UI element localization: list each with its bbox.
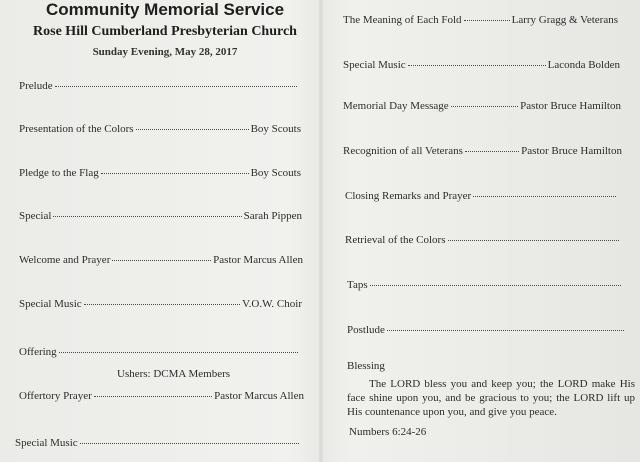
leader-dots <box>80 443 299 444</box>
program-item-taps <box>347 279 623 291</box>
item-label: Taps <box>347 279 368 291</box>
blessing-heading: Blessing <box>347 360 385 372</box>
leader-dots <box>408 65 546 66</box>
church-name: Rose Hill Cumberland Presbyterian Church <box>33 24 297 39</box>
leader-dots <box>101 173 249 174</box>
item-label: Offering <box>19 346 57 358</box>
program-item-colors <box>19 123 301 135</box>
leader-dots <box>53 216 241 217</box>
program-item-special-music-3 <box>343 59 620 71</box>
item-label: Special Music <box>15 437 78 449</box>
service-title: Community Memorial Service <box>45 0 285 19</box>
program-item-retrieval <box>345 234 621 246</box>
leader-dots <box>94 396 212 397</box>
program-item-pledge <box>19 167 301 179</box>
center-fold <box>318 0 324 462</box>
program-item-special-music-2 <box>15 437 301 449</box>
leader-dots <box>55 86 297 87</box>
leader-dots <box>370 285 621 286</box>
item-person: Larry Gragg & Veterans <box>511 14 618 26</box>
item-label: Welcome and Prayer <box>19 254 111 266</box>
item-label: Special Music <box>19 298 82 310</box>
item-person: Pastor Bruce Hamilton <box>521 145 622 157</box>
leader-dots <box>473 196 616 197</box>
program-item-offertory-prayer <box>19 390 304 402</box>
item-person: Pastor Marcus Allen <box>213 254 303 266</box>
item-label: Offertory Prayer <box>19 390 92 402</box>
item-label: Presentation of the Colors <box>19 123 134 135</box>
program-item-prelude <box>19 80 299 92</box>
item-label: Prelude <box>19 80 53 92</box>
program-item-special <box>19 210 302 222</box>
item-label: Closing Remarks and Prayer <box>345 190 472 202</box>
leader-dots <box>387 330 624 331</box>
leader-dots <box>112 260 211 261</box>
item-label: Pledge to the Flag <box>19 167 99 179</box>
item-label: Special <box>19 210 52 222</box>
blessing-reference: Numbers 6:24-26 <box>349 426 427 438</box>
item-person: Boy Scouts <box>250 167 301 179</box>
item-label: Special Music <box>343 59 406 71</box>
leader-dots <box>84 304 240 305</box>
program-item-memorial-message <box>343 100 621 112</box>
item-person: V.O.W. Choir <box>242 298 302 310</box>
program-item-postlude <box>347 324 626 336</box>
item-person: Pastor Marcus Allen <box>214 390 304 402</box>
leader-dots <box>59 352 298 353</box>
blessing-text: The LORD bless you and keep you; the LORD make His face shine upon you, and be gracious to you; the LORD lift up His countenance upon you, and give you peace. <box>347 378 635 418</box>
item-label: Memorial Day Message <box>343 100 449 112</box>
program-item-closing <box>345 190 618 202</box>
program-item-recognition <box>343 145 622 157</box>
item-label: Retrieval of the Colors <box>345 234 446 246</box>
program-item-meaning-of-folds <box>343 14 618 26</box>
leader-dots <box>451 106 518 107</box>
program-item-welcome <box>19 254 303 266</box>
item-person: Laconda Bolden <box>547 59 620 71</box>
item-person: Pastor Bruce Hamilton <box>520 100 621 112</box>
item-label: Recognition of all Veterans <box>343 145 463 157</box>
item-person: Sarah Pippen <box>243 210 302 222</box>
leader-dots <box>136 129 249 130</box>
ushers-note: Ushers: DCMA Members <box>117 368 231 380</box>
service-date: Sunday Evening, May 28, 2017 <box>92 46 238 58</box>
item-label: The Meaning of Each Fold <box>343 14 462 26</box>
program-item-offering <box>19 346 300 358</box>
item-label: Postlude <box>347 324 385 336</box>
leader-dots <box>465 151 519 152</box>
program-item-special-music-1 <box>19 298 302 310</box>
leader-dots <box>464 20 510 21</box>
leader-dots <box>448 240 619 241</box>
item-person: Boy Scouts <box>250 123 301 135</box>
